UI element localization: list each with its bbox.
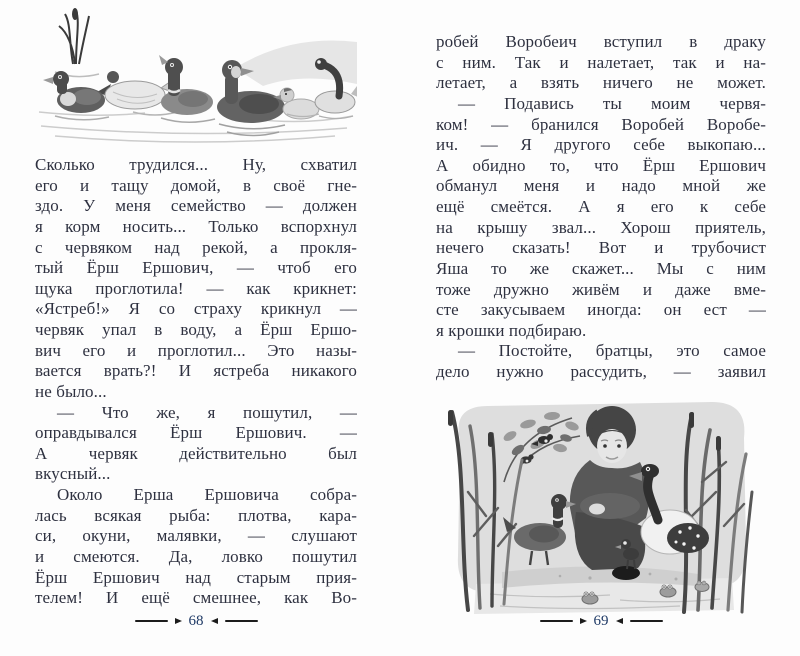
page-68 (35, 0, 357, 656)
text-line: тый Ёрш Ершович, — чтоб его (35, 258, 357, 278)
text-line: — Подавись ты моим червя- (458, 93, 766, 113)
text-line: с червяком над рекой, а прокля- (35, 237, 357, 257)
page-69 (436, 0, 766, 656)
text-line: Ёрш Ершович над старым прия- (35, 567, 357, 587)
arrow-right-icon (580, 618, 587, 624)
boy-arms (580, 493, 640, 519)
right-text-column (436, 32, 766, 383)
text-line: лась всякая рыба: плотва, кара- (35, 505, 357, 525)
page-number: 69 (593, 613, 609, 629)
text-line: его и тащу домой, в своё гне- (35, 175, 357, 195)
text-line: вкусный... (35, 464, 111, 484)
text-line: А обидно то, что Ёрш Ершович (436, 155, 766, 175)
boy-hand (589, 504, 605, 515)
page-number-ornament-left (35, 613, 357, 629)
text-line: я корм носить... Только вспорхнул (35, 216, 357, 236)
boy-with-goose-image (440, 396, 758, 622)
text-line: сте закусываем иногда: он ест — (436, 300, 766, 320)
text-line: не было... (35, 381, 107, 401)
text-line: телем! И ещё смешнее, как Во- (35, 588, 357, 608)
ducks-on-water-image (35, 6, 357, 148)
text-line: «Ястреб!» Я со страху крикнул — (35, 299, 357, 319)
goose-head (641, 464, 659, 478)
text-line: обманул меня и надо мной же (436, 176, 766, 196)
arrow-right-icon (175, 618, 182, 624)
ornament-rule (135, 620, 168, 622)
text-line: Около Ерша Ершовича собра- (57, 485, 357, 504)
text-line: и смеются. Да, ловко пошутил (35, 546, 357, 566)
ornament-rule (225, 620, 258, 622)
text-line: тоже дружно живём и даже вме- (436, 279, 766, 299)
text-line: Сколько трудился... Ну, схватил (35, 155, 357, 174)
arrow-left-icon (211, 618, 218, 624)
left-text-column (35, 155, 357, 609)
text-line: ещё смеётся. А я его к себе (436, 197, 766, 216)
text-line: червяк упал в воду, а Ёрш Ершо- (35, 320, 357, 339)
text-line: ком! — бранился Воробей Воробе- (436, 114, 766, 134)
boy-face (597, 429, 627, 463)
text-line: робей Воробеич вступил в драку (436, 32, 766, 51)
page-number-ornament-right (436, 613, 766, 629)
text-line: здо. У меня семейство — должен (35, 196, 357, 216)
text-line: на крышу звал... Хорош приятель, (436, 217, 766, 237)
ornament-rule (630, 620, 663, 622)
text-line: — Что же, я пошутил, — (57, 402, 357, 422)
text-line: Яша то же скажет... Мы с ним (436, 258, 766, 278)
text-line: оправдывался Ёрш Ершович. — (35, 423, 357, 443)
text-line: А червяк действительно был (35, 443, 357, 463)
arrow-left-icon (616, 618, 623, 624)
text-line: с ним. Так и налетает, так и на- (436, 52, 766, 72)
boy-with-goose-illustration (440, 396, 758, 622)
text-line: ич. — Я другого себе выкопаю... (436, 135, 766, 155)
duck-facing-left (43, 71, 111, 120)
text-line: дело нужно рассудить, — заявил (436, 362, 766, 381)
text-line: вается врать?! И ястреба никакого (35, 361, 357, 381)
text-line: щука проглотила! — как крикнет: (35, 278, 357, 298)
ornament-rule (540, 620, 573, 622)
grass-tuft (55, 8, 99, 77)
text-line: си, окуни, малявки, — слушают (35, 526, 357, 546)
text-line: нечего сказать! Вот и трубочист (436, 238, 766, 258)
ducks-illustration (35, 6, 357, 148)
text-line: — Постойте, братцы, это самое (458, 341, 766, 361)
text-line: летает, а взять ничего не может. (436, 73, 766, 93)
text-line: вич его и проглотил... Это назы- (35, 340, 357, 360)
page-number: 68 (188, 613, 204, 629)
text-line: я крошки подбираю. (436, 320, 587, 340)
goose-speckled-wing (667, 523, 709, 553)
